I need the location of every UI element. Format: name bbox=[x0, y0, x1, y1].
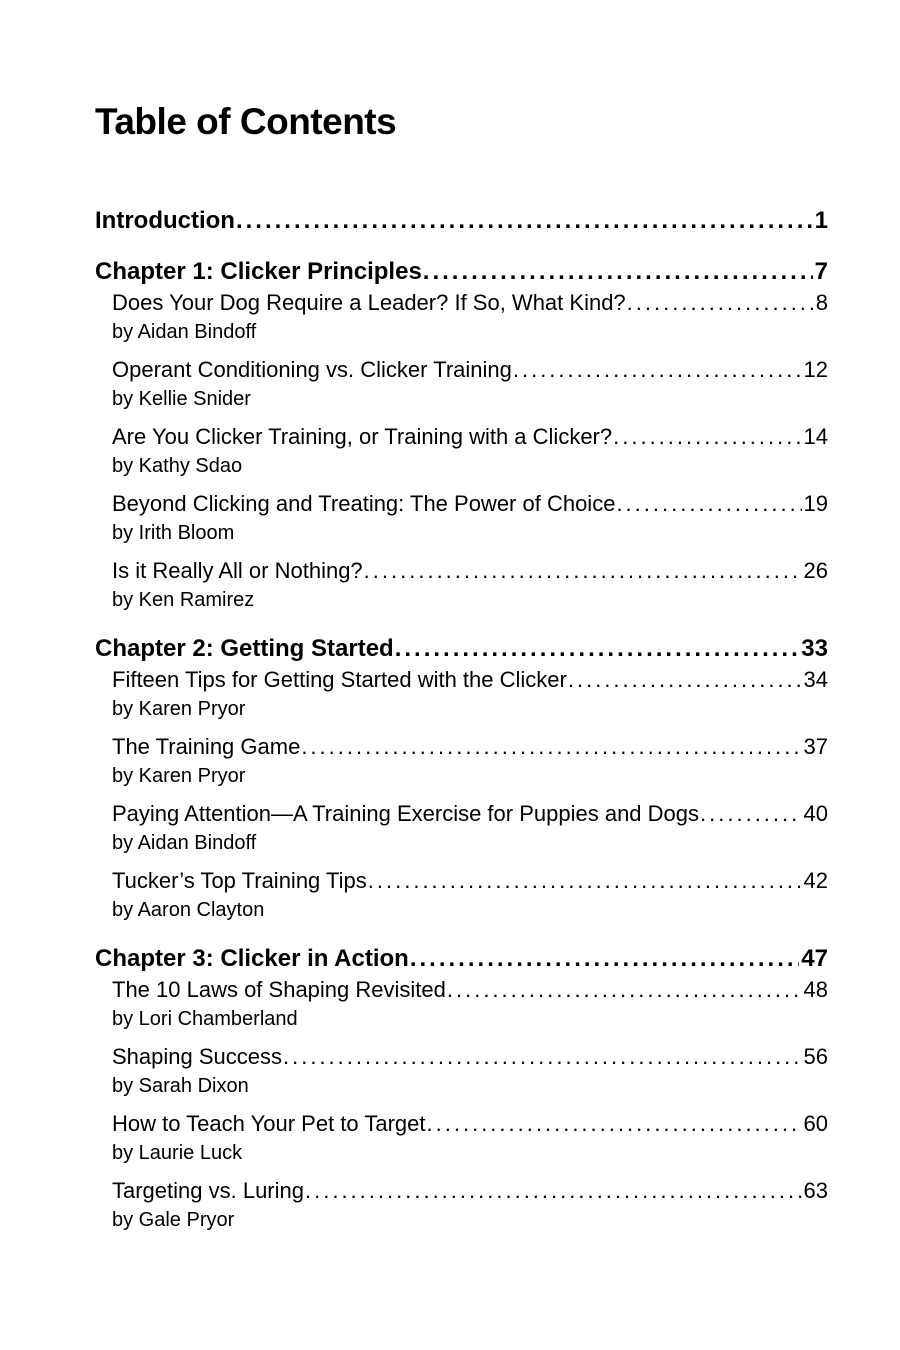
page-number: 60 bbox=[803, 1111, 828, 1136]
page-number: 19 bbox=[803, 491, 828, 516]
toc-chapter-1 bbox=[95, 257, 828, 614]
dot-leader bbox=[364, 556, 802, 586]
entry-title: How to Teach Your Pet to Target bbox=[112, 1111, 426, 1136]
entry-author: by Irith Bloom bbox=[112, 522, 235, 544]
entry-author: by Sarah Dixon bbox=[112, 1075, 249, 1097]
page-number: 8 bbox=[815, 290, 828, 315]
dot-leader bbox=[568, 665, 802, 695]
entry-author: by Karen Pryor bbox=[112, 765, 246, 787]
toc-entry bbox=[95, 975, 828, 1033]
entry-title: Is it Really All or Nothing? bbox=[112, 558, 363, 583]
entry-title: Tucker’s Top Training Tips bbox=[112, 868, 367, 893]
page-number: 40 bbox=[803, 801, 828, 826]
entry-title-line bbox=[112, 1042, 828, 1072]
dot-leader bbox=[423, 257, 813, 287]
toc-entry bbox=[95, 288, 828, 346]
dot-leader bbox=[513, 355, 802, 385]
entry-title: Shaping Success bbox=[112, 1044, 282, 1069]
entry-author: by Kellie Snider bbox=[112, 388, 251, 410]
entry-author: by Aidan Bindoff bbox=[112, 832, 257, 854]
entry-title-line bbox=[112, 799, 828, 829]
entry-title: Fifteen Tips for Getting Started with the Clicker bbox=[112, 667, 567, 692]
page-number: 48 bbox=[803, 977, 828, 1002]
page-number: 14 bbox=[803, 424, 828, 449]
entry-title-line bbox=[112, 732, 828, 762]
page-number: 33 bbox=[801, 635, 828, 662]
page-title: Table of Contents bbox=[95, 101, 397, 142]
chapter-title: Chapter 2: Getting Started bbox=[95, 635, 394, 662]
page-number: 12 bbox=[803, 357, 828, 382]
dot-leader bbox=[305, 1176, 802, 1206]
dot-leader bbox=[410, 944, 799, 974]
entry-title-line bbox=[112, 665, 828, 695]
dot-leader bbox=[613, 422, 801, 452]
entry-title-line bbox=[112, 288, 828, 318]
toc-entry bbox=[95, 799, 828, 857]
entry-author: by Kathy Sdao bbox=[112, 455, 243, 477]
entry-author: by Gale Pryor bbox=[112, 1209, 235, 1231]
entry-title-line bbox=[112, 556, 828, 586]
chapter-title: Chapter 3: Clicker in Action bbox=[95, 945, 409, 972]
chapter-heading bbox=[95, 257, 828, 287]
toc-entry bbox=[95, 1109, 828, 1167]
entry-title: Operant Conditioning vs. Clicker Training bbox=[112, 357, 512, 382]
chapter-heading bbox=[95, 944, 828, 974]
toc-entry bbox=[95, 665, 828, 723]
entry-author: by Aaron Clayton bbox=[112, 899, 265, 921]
page-number: 7 bbox=[814, 258, 828, 285]
entry-title: Paying Attention—A Training Exercise for Puppies and Dogs bbox=[112, 801, 700, 826]
toc-chapter-3 bbox=[95, 944, 828, 1234]
entry-title: Are You Clicker Training, or Training with a Clicker? bbox=[112, 424, 613, 449]
dot-leader bbox=[283, 1042, 802, 1072]
toc-entry bbox=[95, 866, 828, 924]
entry-title: Does Your Dog Require a Leader? If So, What Kind? bbox=[112, 290, 626, 315]
entry-title: Targeting vs. Luring bbox=[112, 1178, 304, 1203]
entry-author: by Laurie Luck bbox=[112, 1142, 243, 1164]
toc-entry-introduction bbox=[95, 206, 828, 236]
entry-title-line bbox=[112, 975, 828, 1005]
entry-title: The Training Game bbox=[112, 734, 301, 759]
page-number: 1 bbox=[814, 207, 828, 234]
page-number: 47 bbox=[801, 945, 828, 972]
page-number: 26 bbox=[803, 558, 828, 583]
entry-title-line bbox=[112, 1109, 828, 1139]
entry-author: by Aidan Bindoff bbox=[112, 321, 257, 343]
dot-leader bbox=[700, 799, 802, 829]
page-number: 56 bbox=[803, 1044, 828, 1069]
dot-leader bbox=[301, 732, 801, 762]
toc-chapter-2 bbox=[95, 634, 828, 924]
dot-leader bbox=[616, 489, 801, 519]
entry-title-line bbox=[112, 422, 828, 452]
toc-entry bbox=[95, 732, 828, 790]
toc-entry bbox=[95, 1042, 828, 1100]
dot-leader bbox=[627, 288, 814, 318]
entry-title-line bbox=[112, 489, 828, 519]
dot-leader bbox=[368, 866, 802, 896]
entry-author: by Ken Ramirez bbox=[112, 589, 255, 611]
entry-author: by Lori Chamberland bbox=[112, 1008, 298, 1030]
page-number: 63 bbox=[803, 1178, 828, 1203]
entry-title: Beyond Clicking and Treating: The Power of Choice bbox=[112, 491, 616, 516]
chapter-title: Chapter 1: Clicker Principles bbox=[95, 258, 422, 285]
toc-entry-title: Introduction bbox=[95, 207, 235, 234]
dot-leader bbox=[236, 206, 813, 236]
dot-leader bbox=[427, 1109, 802, 1139]
page-number: 37 bbox=[803, 734, 828, 759]
entry-title-line bbox=[112, 1176, 828, 1206]
entry-title-line bbox=[112, 355, 828, 385]
dot-leader bbox=[447, 975, 802, 1005]
toc-list bbox=[95, 206, 828, 1234]
toc-entry bbox=[95, 556, 828, 614]
page-number: 34 bbox=[803, 667, 828, 692]
toc-entry bbox=[95, 1176, 828, 1234]
toc-entry bbox=[95, 355, 828, 413]
toc-entry bbox=[95, 422, 828, 480]
chapter-heading bbox=[95, 634, 828, 664]
entry-title: The 10 Laws of Shaping Revisited bbox=[112, 977, 446, 1002]
toc-entry bbox=[95, 489, 828, 547]
page-number: 42 bbox=[803, 868, 828, 893]
entry-author: by Karen Pryor bbox=[112, 698, 246, 720]
entry-title-line bbox=[112, 866, 828, 896]
dot-leader bbox=[395, 634, 800, 664]
